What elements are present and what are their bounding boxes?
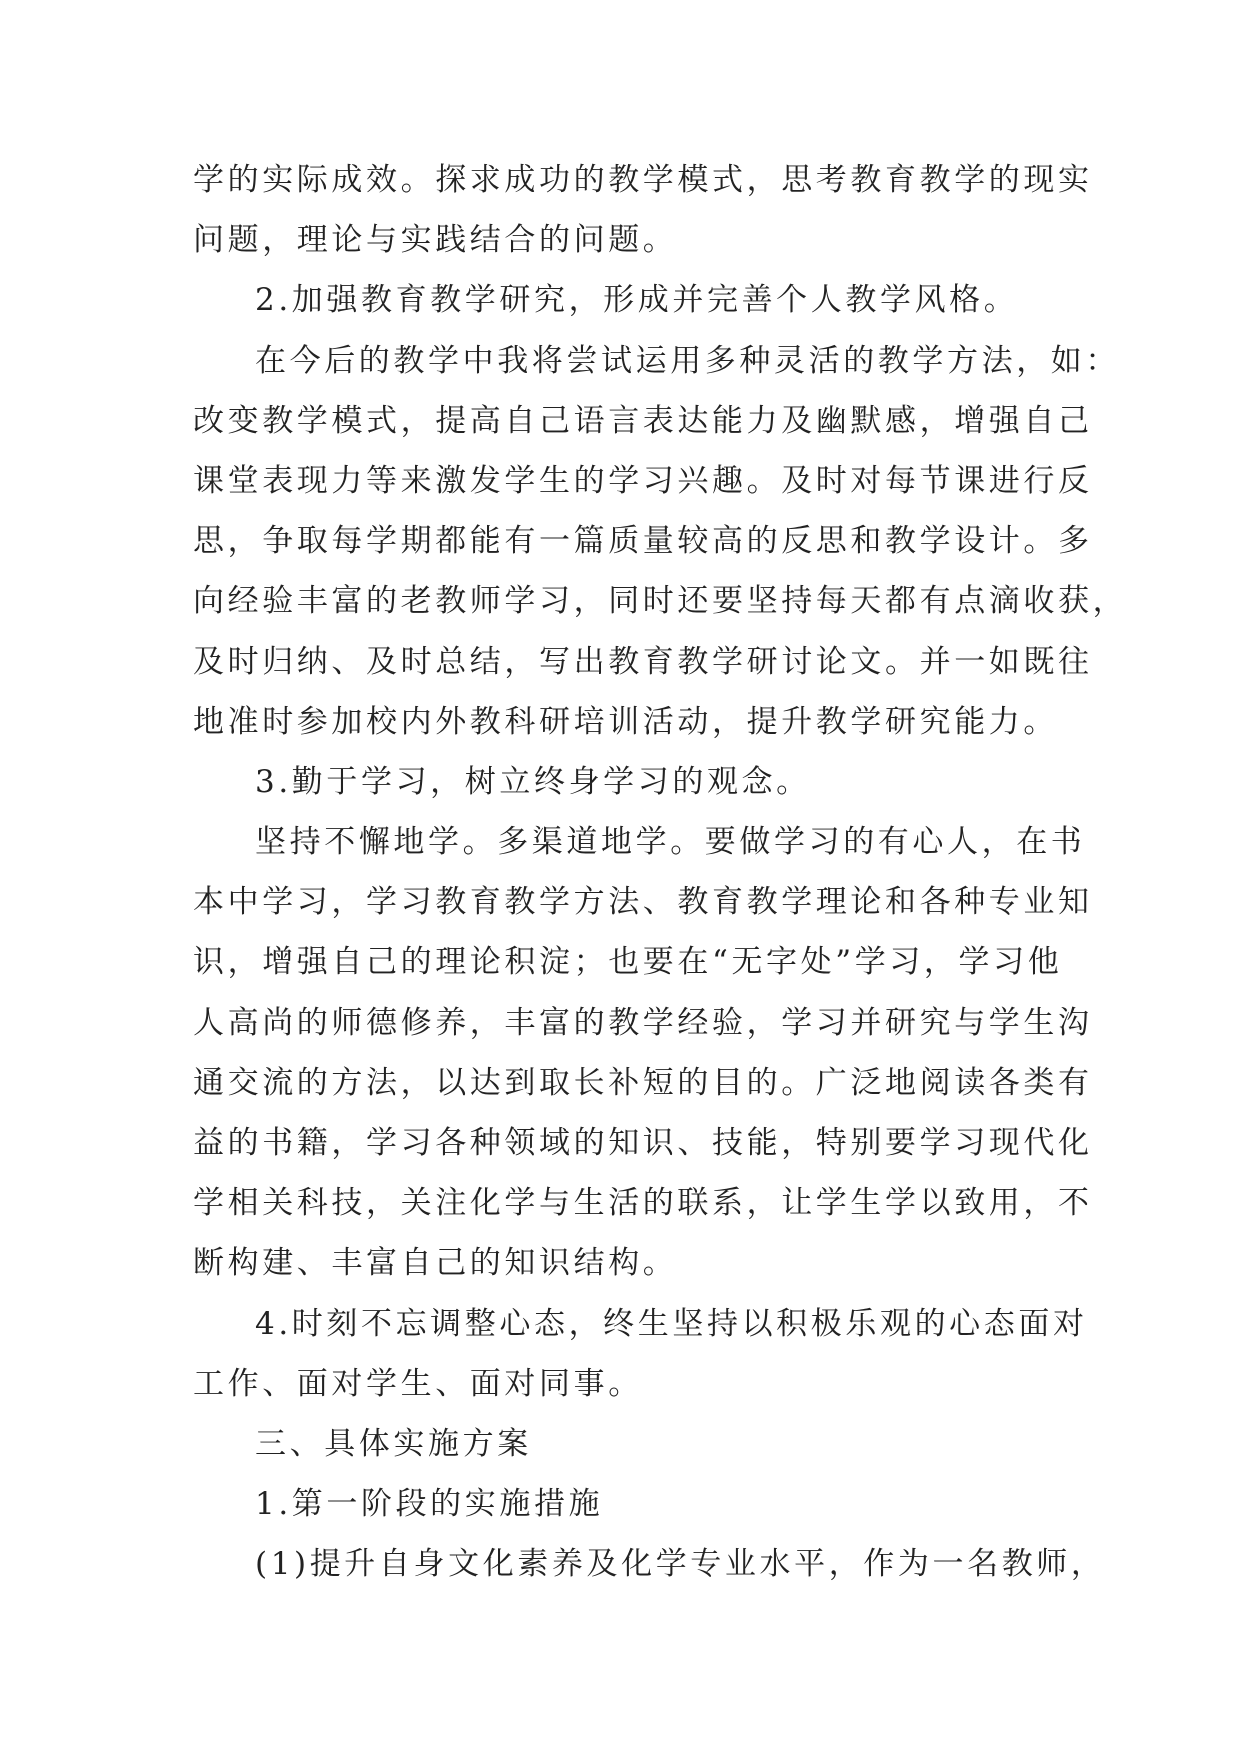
text-line: 断构建、丰富自己的知识结构。	[193, 1245, 678, 1282]
text-line: 识，增强自己的理论积淀；也要在“无字处”学习，学习他	[193, 944, 1063, 981]
text-line: 思，争取每学期都能有一篇质量较高的反思和教学设计。多	[193, 523, 1093, 560]
text-line: 向经验丰富的老教师学习，同时还要坚持每天都有点滴收获，	[193, 583, 1128, 620]
text-line: 通交流的方法，以达到取长补短的目的。广泛地阅读各类有	[193, 1064, 1093, 1101]
text-line: 改变教学模式，提高自己语言表达能力及幽默感，增强自己	[193, 402, 1093, 439]
section-heading: 4.时刻不忘调整心态，终生坚持以积极乐观的心态面对	[255, 1305, 1088, 1342]
chapter-heading: 三、具体实施方案	[255, 1425, 532, 1462]
text-line: 益的书籍，学习各种领域的知识、技能，特别要学习现代化	[193, 1125, 1093, 1161]
text-line: 在今后的教学中我将尝试运用多种灵活的教学方法，如：	[255, 342, 1120, 379]
text-line: 工作、面对学生、面对同事。	[193, 1365, 643, 1402]
section-heading: 1.第一阶段的实施措施	[255, 1486, 604, 1523]
text-line: 及时归纳、及时总结，写出教育教学研讨论文。并一如既往	[193, 643, 1093, 680]
text-line: 学的实际成效。探求成功的教学模式，思考教育教学的现实	[193, 162, 1093, 198]
text-line: 课堂表现力等来激发学生的学习兴趣。及时对每节课进行反	[193, 462, 1093, 499]
text-line: (1)提升自身文化素养及化学专业水平，作为一名教师，	[255, 1546, 1106, 1583]
text-line: 人高尚的师德修养，丰富的教学经验，学习并研究与学生沟	[193, 1004, 1093, 1041]
text-line: 坚持不懈地学。多渠道地学。要做学习的有心人，在书	[255, 824, 1086, 861]
text-line: 地准时参加校内外教科研培训活动，提升教学研究能力。	[193, 703, 1058, 740]
section-heading: 2.加强教育教学研究，形成并完善个人教学风格。	[255, 282, 1019, 319]
text-line: 问题，理论与实践结合的问题。	[193, 222, 678, 259]
document-body	[193, 150, 1128, 1595]
text-line: 学相关科技，关注化学与生活的联系，让学生学以致用，不	[193, 1185, 1093, 1222]
text-line: 本中学习，学习教育教学方法、教育教学理论和各种专业知	[193, 884, 1093, 921]
section-heading: 3.勤于学习，树立终身学习的观念。	[255, 763, 811, 800]
